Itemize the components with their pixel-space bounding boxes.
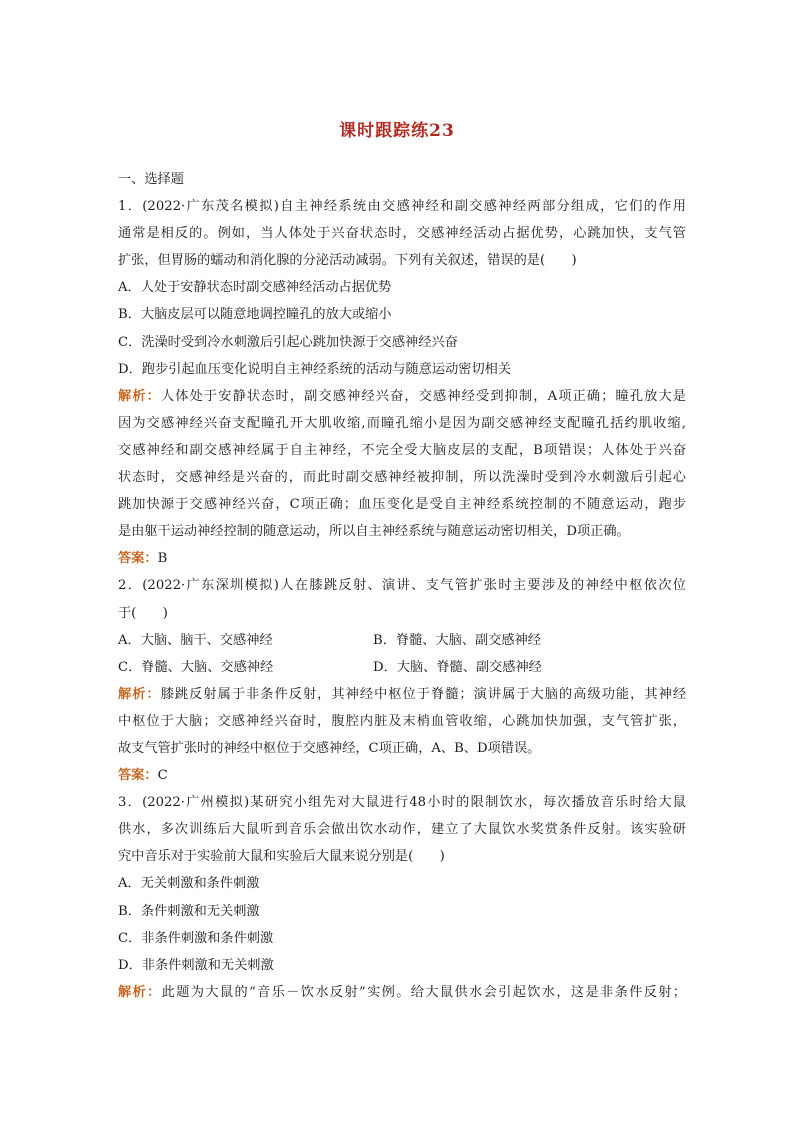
analysis-line: 故支气管扩张时的神经中枢位于交感神经，C项正确，A、B、D项错误。 xyxy=(118,740,541,756)
answer-label: 答案： xyxy=(118,551,158,567)
question-stem-line: 通常是相反的。例如，当人体处于兴奋状态时，交感神经活动占据优势，心跳加快，支气管 xyxy=(118,226,686,242)
analysis-label: 解析： xyxy=(118,686,161,702)
analysis-line xyxy=(118,979,686,1006)
answer-line xyxy=(118,545,686,572)
analysis-line: 状态时，交感神经是兴奋的，而此时副交感神经被抑制，所以洗澡时受到冷水刺激后引起心 xyxy=(118,470,686,486)
page-title: 课时跟踪练23 xyxy=(339,121,455,141)
option-d: D．大脑、脊髓、副交感神经 xyxy=(373,659,542,675)
question-2 xyxy=(118,572,686,789)
analysis-line xyxy=(118,383,686,410)
option-d: D．非条件刺激和无关刺激 xyxy=(118,957,274,973)
question-stem-line: 2．(2022·广东深圳模拟)人在膝跳反射、演讲、支气管扩张时主要涉及的神经中枢依次位 xyxy=(118,578,686,594)
question-stem-line: 3．(2022·广州模拟)某研究小组先对大鼠进行48小时的限制饮水，每次播放音乐时给大鼠 xyxy=(118,795,686,811)
question-3 xyxy=(118,789,686,1006)
options-row xyxy=(118,627,686,654)
option-a: A．大脑、脑干、交感神经 xyxy=(118,632,273,648)
question-stem-line: 扩张，但胃肠的蠕动和消化腺的分泌活动减弱。下列有关叙述，错误的是( ) xyxy=(118,253,577,269)
analysis-line: 是由躯干运动神经控制的随意运动，所以自主神经系统与随意运动密切相关，D项正确。 xyxy=(118,524,630,540)
question-stem-line: 于( ) xyxy=(118,605,168,621)
analysis-text: 膝跳反射属于非条件反射，其神经中枢位于脊髓；演讲属于大脑的高级功能，其神经 xyxy=(160,686,687,702)
analysis-line: 交感神经和副交感神经属于自主神经，不完全受大脑皮层的支配，B项错误；人体处于兴奋 xyxy=(118,442,686,458)
analysis-line xyxy=(118,681,686,708)
answer-label: 答案： xyxy=(118,768,158,784)
options-row xyxy=(118,654,686,681)
option-c: C．脊髓、大脑、交感神经 xyxy=(118,659,274,675)
analysis-label: 解析： xyxy=(118,984,162,1000)
document-body xyxy=(118,166,686,1006)
section-heading: 一、选择题 xyxy=(118,172,184,187)
option-b: B．大脑皮层可以随意地调控瞳孔的放大或缩小 xyxy=(118,307,392,323)
option-b: B．脊髓、大脑、副交感神经 xyxy=(373,632,541,648)
analysis-line: 跳加快源于交感神经兴奋，C项正确；血压变化是受自主神经系统控制的不随意运动，跑步 xyxy=(118,497,686,513)
answer-line xyxy=(118,762,686,789)
option-c: C．非条件刺激和条件刺激 xyxy=(118,930,274,946)
option-d: D．跑步引起血压变化说明自主神经系统的活动与随意运动密切相关 xyxy=(118,361,512,377)
analysis-text: 人体处于安静状态时，副交感神经兴奋，交感神经受到抑制，A项正确；瞳孔放大是 xyxy=(160,388,686,404)
option-a: A．无关刺激和条件刺激 xyxy=(118,876,260,892)
answer-value: C xyxy=(157,768,168,784)
option-a: A．人处于安静状态时副交感神经活动占据优势 xyxy=(118,280,392,296)
analysis-text: 此题为大鼠的“音乐－饮水反射”实例。给大鼠供水会引起饮水，这是非条件反射； xyxy=(161,984,686,1000)
option-b: B．条件刺激和无关刺激 xyxy=(118,903,260,919)
analysis-label: 解析： xyxy=(118,388,161,404)
question-1 xyxy=(118,193,686,572)
question-stem-line: 1．(2022·广东茂名模拟)自主神经系统由交感神经和副交感神经两部分组成，它们的作用 xyxy=(118,199,686,215)
analysis-line: 因为交感神经兴奋支配瞳孔开大肌收缩,而瞳孔缩小是因为副交感神经支配瞳孔括约肌收缩, xyxy=(118,415,686,431)
analysis-line: 中枢位于大脑；交感神经兴奋时，腹腔内脏及末梢血管收缩，心跳加快加强，支气管扩张， xyxy=(118,713,686,729)
question-stem-line: 供水，多次训练后大鼠听到音乐会做出饮水动作，建立了大鼠饮水奖赏条件反射。该实验研 xyxy=(118,822,686,838)
option-c: C．洗澡时受到冷水刺激后引起心跳加快源于交感神经兴奋 xyxy=(118,334,458,350)
question-stem-line: 究中音乐对于实验前大鼠和实验后大鼠来说分别是( ) xyxy=(118,849,445,865)
answer-value: B xyxy=(157,551,168,567)
